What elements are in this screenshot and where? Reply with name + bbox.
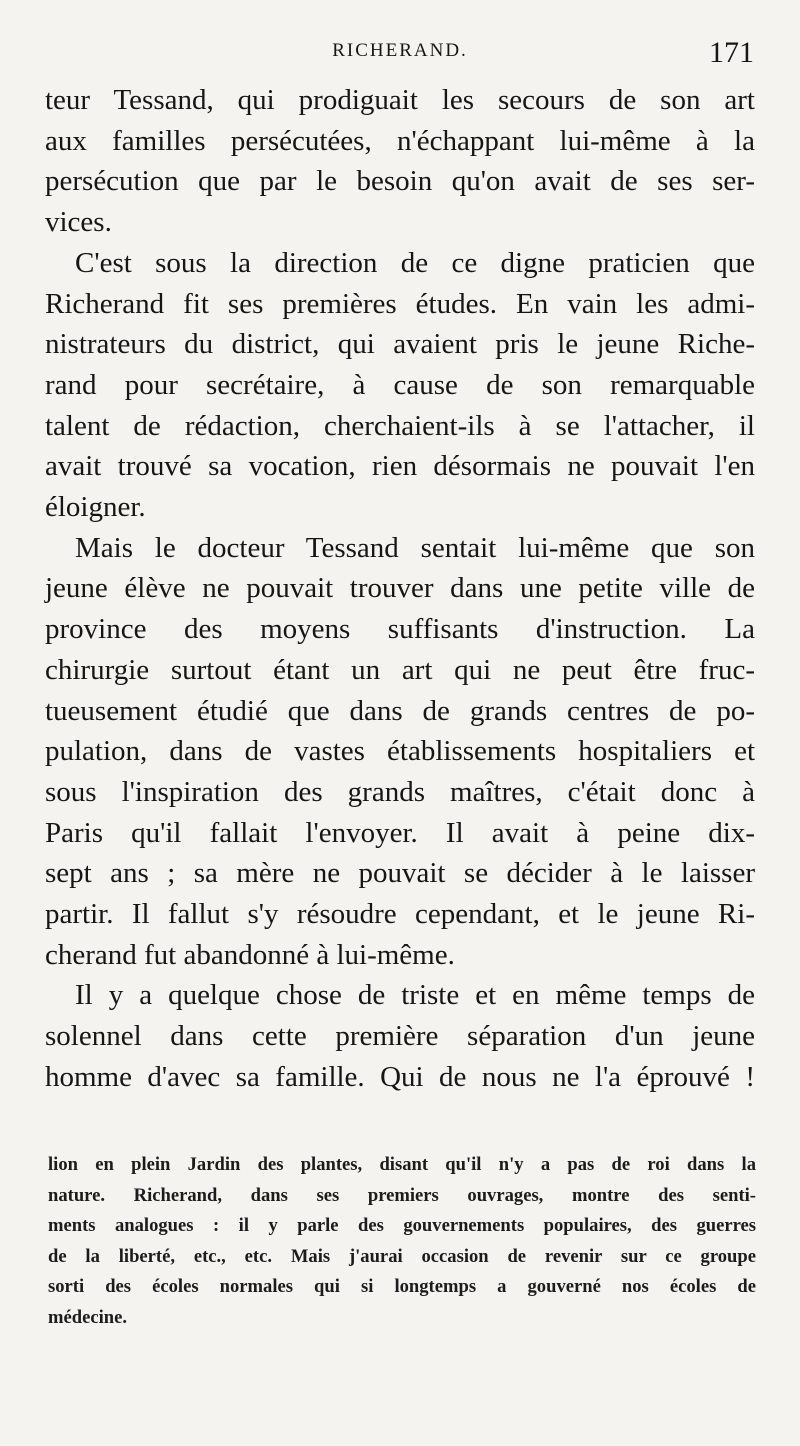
footnote-line: de la liberté, etc., etc. Mais j'aurai occasion de revenir sur ce groupe bbox=[48, 1245, 756, 1267]
footnote-line: nature. Richerand, dans ses premiers ouvrages, montre des senti- bbox=[48, 1184, 756, 1206]
text-line: teur Tessand, qui prodiguait les secours de son art bbox=[45, 84, 755, 116]
running-title: RICHERAND. bbox=[332, 40, 468, 61]
text-line: aux familles persécutées, n'échappant lui-même à la bbox=[45, 124, 755, 157]
main-text bbox=[45, 80, 755, 1098]
footnote-line: lion en plein Jardin des plantes, disant qu'il n'y a pas de roi dans la bbox=[48, 1154, 756, 1175]
text-line: nistrateurs du district, qui avaient pris le jeune Riche- bbox=[45, 328, 755, 361]
text-line: province des moyens suffisants d'instruction. La bbox=[45, 613, 755, 646]
text-line: chirurgie surtout étant un art qui ne peut être fruc- bbox=[45, 653, 755, 686]
footnote-line: ments analogues : il y parle des gouvernements populaires, des guerres bbox=[48, 1215, 756, 1237]
text-line: Paris qu'il fallait l'envoyer. Il avait à peine dix- bbox=[45, 816, 755, 849]
text-line: sept ans ; sa mère ne pouvait se décider à le laisser bbox=[45, 857, 755, 890]
text-line: solennel dans cette première séparation d'un jeune bbox=[45, 1020, 755, 1053]
text-line: sous l'inspiration des grands maîtres, c'était donc à bbox=[45, 775, 755, 808]
text-line: C'est sous la direction de ce digne praticien que bbox=[75, 246, 755, 279]
text-line: avait trouvé sa vocation, rien désormais ne pouvait l'en bbox=[45, 450, 755, 483]
text-line: rand pour secrétaire, à cause de son remarquable bbox=[45, 368, 755, 401]
text-line: éloigner. bbox=[45, 491, 146, 524]
text-line: jeune élève ne pouvait trouver dans une petite ville de bbox=[45, 572, 755, 605]
text-line: cherand fut abandonné à lui-même. bbox=[45, 938, 455, 971]
text-line: Richerand fit ses premières études. En vain les admi- bbox=[45, 287, 755, 320]
text-line: partir. Il fallut s'y résoudre cependant, et le jeune Ri- bbox=[45, 898, 755, 931]
text-line: homme d'avec sa famille. Qui de nous ne l'a éprouvé ! bbox=[45, 1060, 755, 1093]
text-line: persécution que par le besoin qu'on avait de ses ser- bbox=[45, 165, 755, 198]
running-head bbox=[0, 38, 800, 68]
text-line: Mais le docteur Tessand sentait lui-même que son bbox=[75, 531, 755, 564]
text-line: tueusement étudié que dans de grands centres de po- bbox=[45, 694, 755, 727]
footnote-block bbox=[48, 1150, 756, 1334]
text-line: talent de rédaction, cherchaient-ils à se l'attacher, il bbox=[45, 409, 755, 442]
text-line: Il y a quelque chose de triste et en même temps de bbox=[75, 979, 755, 1012]
footnote-line: médecine. bbox=[48, 1306, 127, 1328]
text-line: vices. bbox=[45, 206, 112, 239]
page-number: 171 bbox=[709, 36, 754, 69]
text-line: pulation, dans de vastes établissements hospitaliers et bbox=[45, 735, 755, 768]
footnote-line: sorti des écoles normales qui si longtemps a gouverné nos écoles de bbox=[48, 1276, 756, 1298]
